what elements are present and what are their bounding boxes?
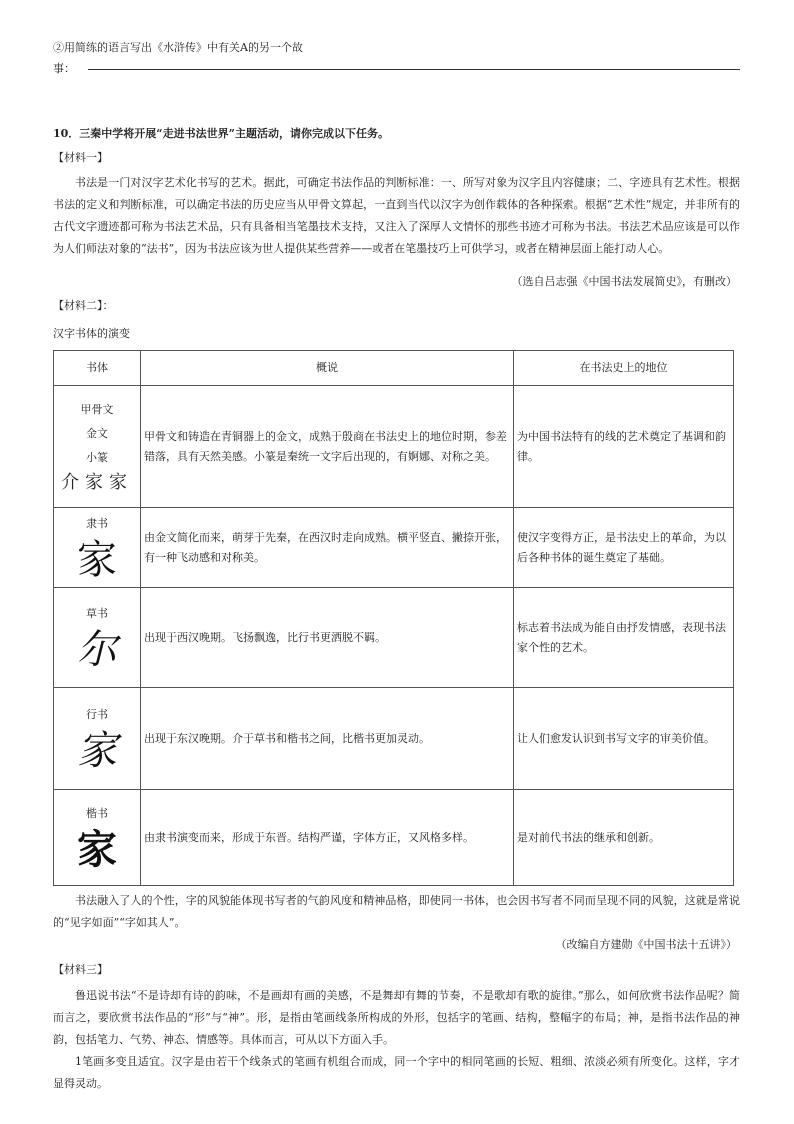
script-name-cell [54, 688, 141, 790]
material-3-text: 鲁迅说书法“不是诗却有诗的韵味，不是画却有画的美感，不是舞却有舞的节奏，不是歌却有歌的旋律。”那么，如何欣赏书法作品呢？简而言之，要欣赏书法作品的“形”与“神”。形，是指由笔画线条所构成的外形，包括字的笔画、结构，整幅字的布局；神，是指书法作品的神韵，包括笔力、气势、神态、情感等。具体而言，可从以下方面入手。 [53, 989, 740, 1046]
position-cell: 让人们愈发认识到书写文字的审美价值。 [514, 688, 734, 790]
script-name: 金文 [86, 426, 108, 440]
position-cell: 为中国书法特有的线的艺术奠定了基调和韵律。 [514, 386, 734, 508]
script-name-cell [54, 386, 141, 508]
script-name-cell [54, 790, 141, 886]
script-name: 行书 [86, 707, 108, 721]
script-name: 甲骨文 [80, 402, 114, 416]
position-cell: 使汉字变得方正，是书法史上的革命，为以后各种书体的诞生奠定了基础。 [514, 508, 734, 588]
overview-cell: 由隶书演变而来，形成于东晋。结构严谨，字体方正，又风格多样。 [141, 790, 514, 886]
question-line-2: 事： [53, 62, 75, 75]
script-evolution-table [53, 350, 734, 886]
seal-script-sample-glyphs: 介家家 [61, 471, 133, 493]
material-2-text: 书法融入了人的个性，字的风貌能体现书写者的气韵风度和精神品格，即使同一书体，也会因书写者不同而呈现不同的风貌，这就是常说的“见字如面”“字如其人”。 [53, 894, 740, 929]
script-name-cell [54, 508, 141, 588]
script-name: 小篆 [86, 450, 108, 464]
header-overview: 概说 [141, 351, 514, 386]
running-script-sample-glyph: 家 [77, 727, 117, 774]
overview-cell: 由金文简化而来，萌芽于先秦，在西汉时走向成熟。横平竖直、撇捺开张，有一种飞动感和对称美。 [141, 508, 514, 588]
material-3-point-1: 1笔画多变且适宜。汉字是由若干个线条式的笔画有机组合而成，同一个字中的相同笔画的长短、粗细、浓淡必须有所变化。这样，字才显得灵动。 [53, 1055, 740, 1090]
header-position: 在书法史上的地位 [514, 351, 734, 386]
script-name-cell [54, 588, 141, 688]
material-1-source: （选自吕志强《中国书法发展简史》，有删改） [511, 275, 737, 288]
table-header-row [54, 351, 734, 386]
table-row [54, 790, 734, 886]
answer-blank-line[interactable] [88, 69, 740, 70]
overview-cell: 出现于东汉晚期。介于草书和楷书之间，比楷书更加灵动。 [141, 688, 514, 790]
script-name: 草书 [86, 606, 108, 620]
question-line-1: ②用简练的语言写出《水浒传》中有关A的另一个故 [53, 41, 303, 54]
question-10-heading: 10．三秦中学将开展“走进书法世界”主题活动，请你完成以下任务。 [53, 127, 389, 140]
overview-cell: 出现于西汉晚期。飞扬飘逸，比行书更洒脱不羁。 [141, 588, 514, 688]
position-cell: 标志着书法成为能自由抒发情感，表现书法家个性的艺术。 [514, 588, 734, 688]
material-1-text: 书法是一门对汉字艺术化书写的艺术。据此，可确定书法作品的判断标准：一、所写对象为汉字且内容健康；二、字迹具有艺术性。根据书法的定义和判断标准，可以确定书法的历史应当从甲骨文算起，一直到当代以汉字为创作载体的各种探索。根据“艺术性”规定，并非所有的古代文字遗迹都可称为书法艺术品，只有具备相当笔墨技术支持，又注入了深厚人文情怀的那些书迹才可称为书法。书法艺术品应该是可以作为人们师法对象的“法书”，因为书法应该为世人提供某些营养——或者在笔墨技巧上可供学习，或者在精神层面上能打动人心。 [53, 176, 740, 255]
material-2-source: （改编自方建勋《中国书法十五讲》） [555, 938, 737, 951]
clerical-script-sample-glyph: 家 [77, 536, 117, 583]
cursive-script-sample-glyph: 尔 [77, 626, 117, 673]
table-row [54, 688, 734, 790]
table-row [54, 508, 734, 588]
regular-script-sample-glyph: 家 [77, 825, 117, 873]
material-2-label: 【材料二】： [53, 299, 114, 312]
table-row [54, 386, 734, 508]
material-2-subtitle: 汉字书体的演变 [53, 327, 130, 340]
overview-cell: 甲骨文和铸造在青铜器上的金文，成熟于殷商在书法史上的地位时期，参差错落，具有天然美感。小篆是秦统一文字后出现的，有婀娜、对称之美。 [141, 386, 514, 508]
position-cell: 是对前代书法的继承和创新。 [514, 790, 734, 886]
header-script: 书体 [54, 351, 141, 386]
table-row [54, 588, 734, 688]
script-name: 隶书 [86, 516, 108, 530]
material-3-label: 【材料三】 [53, 963, 108, 976]
script-name: 楷书 [86, 806, 108, 820]
material-1-label: 【材料一】 [53, 151, 108, 164]
